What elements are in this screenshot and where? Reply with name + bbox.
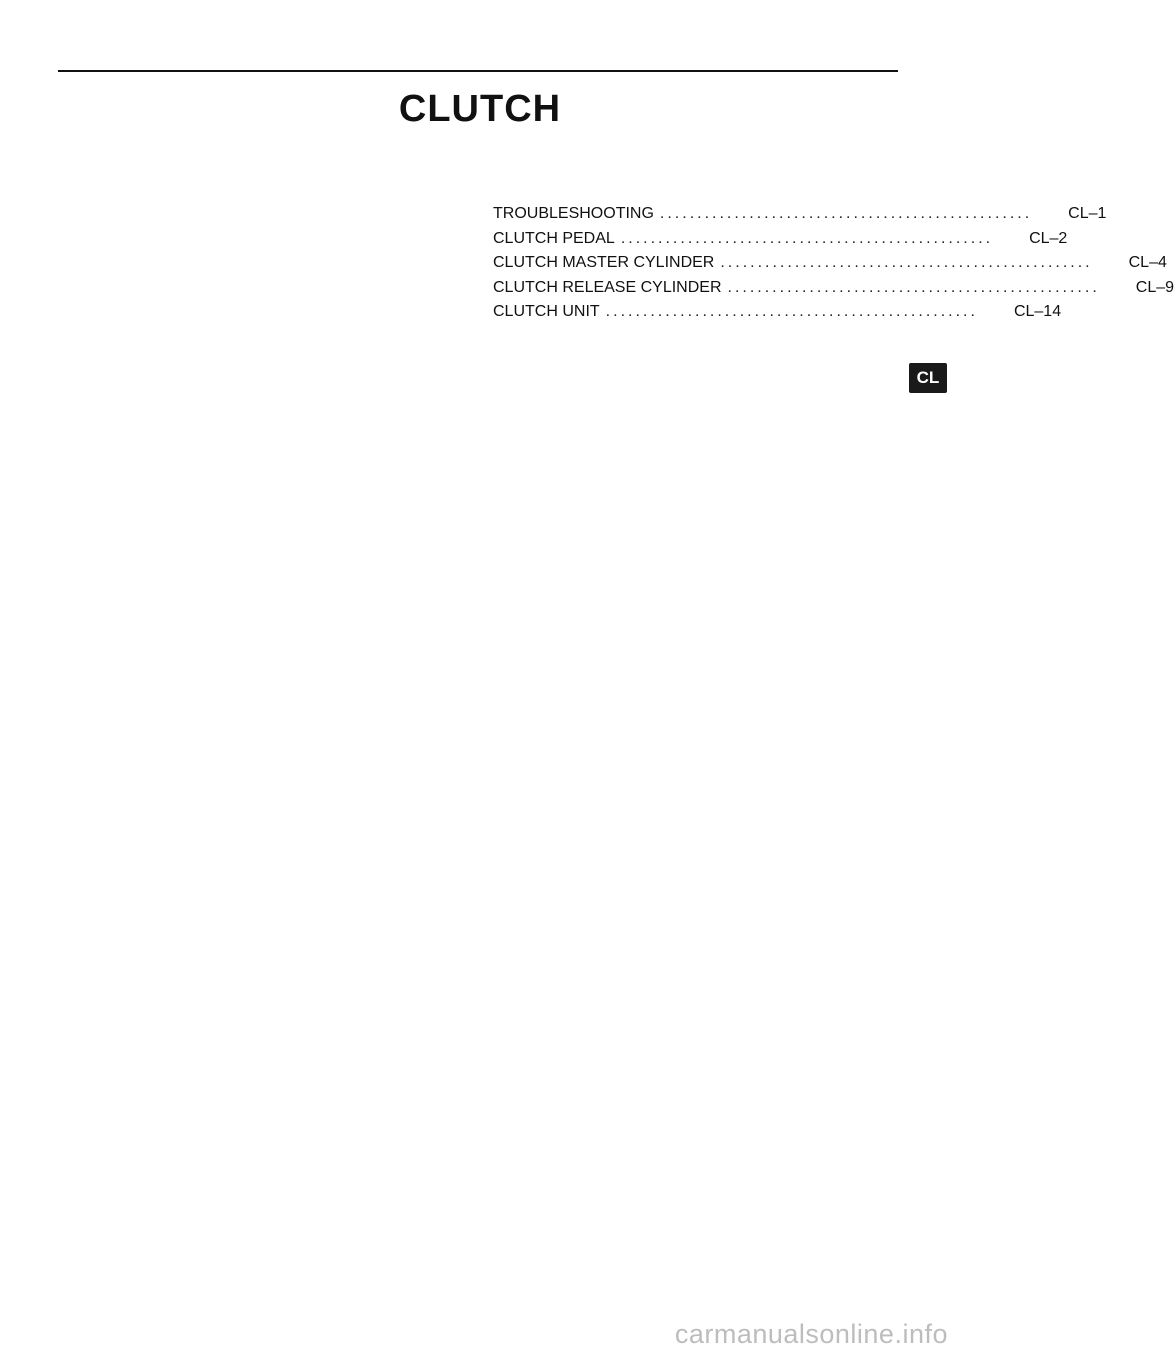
toc-leader-dots: .................................................. [659, 205, 1033, 222]
top-rule [58, 70, 898, 72]
toc-item-troubleshooting[interactable] [493, 205, 1107, 230]
toc-item-page: CL–1 [1068, 205, 1107, 222]
toc-item-clutch-master-cylinder[interactable] [493, 254, 1167, 279]
toc-item-page: CL–14 [1013, 303, 1062, 320]
watermark: carmanualsonline.info [674, 1319, 948, 1349]
toc-item-label: CLUTCH UNIT [493, 303, 600, 320]
page-title: CLUTCH [398, 88, 562, 130]
toc-item-clutch-pedal[interactable] [493, 229, 1068, 255]
toc-item-label: TROUBLESHOOTING [493, 205, 654, 222]
toc-leader-dots: .................................................. [727, 278, 1100, 296]
toc-item-label: CLUTCH PEDAL [493, 229, 615, 247]
table-of-contents [493, 205, 1174, 328]
toc-item-page: CL–2 [1029, 229, 1068, 247]
section-tab: CL [909, 363, 947, 393]
toc-item-clutch-release-cylinder[interactable] [493, 278, 1174, 304]
toc-item-label: CLUTCH RELEASE CYLINDER [493, 278, 722, 296]
toc-item-page: CL–4 [1128, 254, 1167, 271]
toc-item-clutch-unit[interactable] [493, 303, 1062, 328]
toc-item-page: CL–9 [1135, 278, 1174, 296]
toc-leader-dots: .................................................. [605, 303, 978, 320]
toc-leader-dots: .................................................. [620, 229, 994, 247]
toc-item-label: CLUTCH MASTER CYLINDER [493, 254, 715, 271]
toc-leader-dots: .................................................. [720, 254, 1093, 271]
